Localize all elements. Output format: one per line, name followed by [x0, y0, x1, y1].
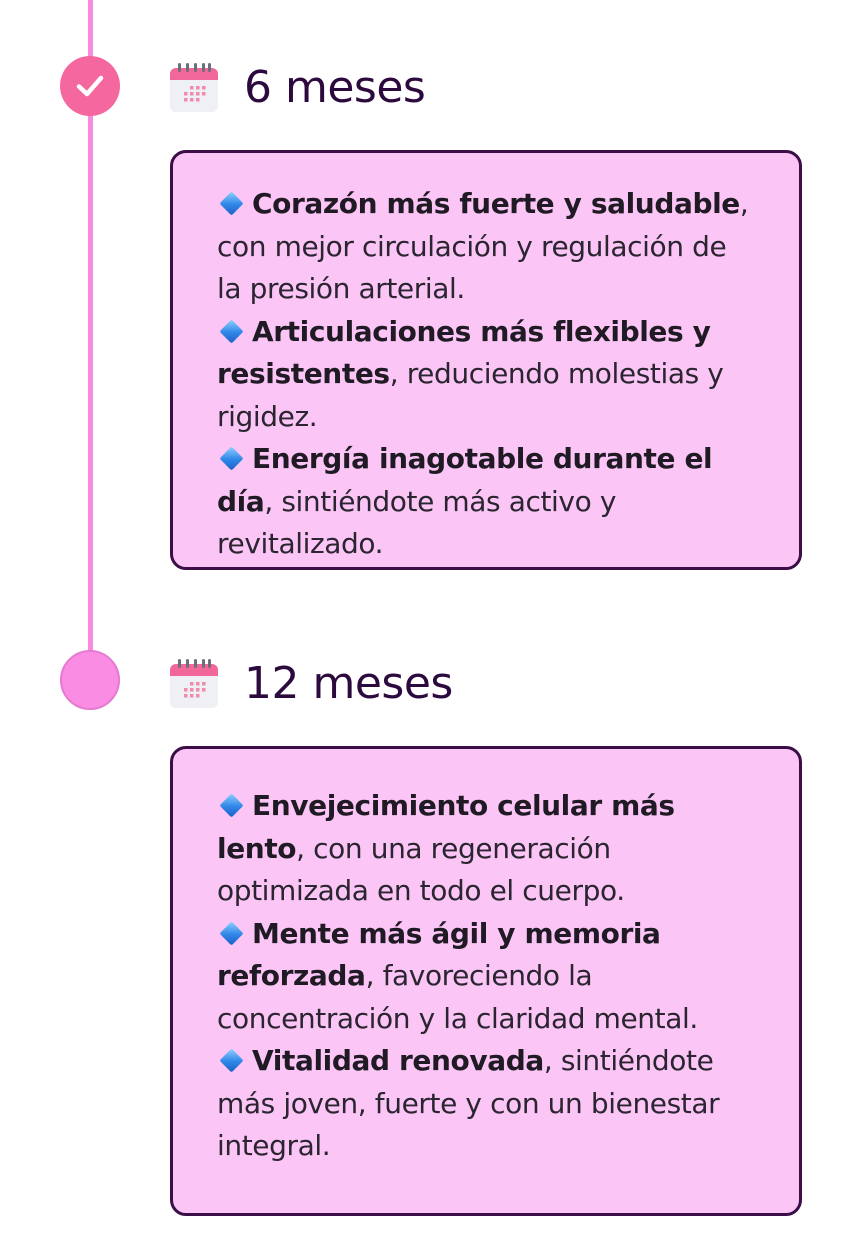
blue-diamond-icon — [219, 921, 243, 945]
blue-diamond-icon — [219, 446, 243, 470]
blue-diamond-icon — [219, 793, 243, 817]
calendar-icon — [168, 658, 220, 710]
benefit-item — [217, 913, 755, 1041]
benefits-card — [170, 746, 802, 1216]
step-heading — [168, 58, 425, 118]
benefit-highlight: Vitalidad renovada — [252, 1044, 544, 1077]
step-title: 6 meses — [244, 62, 426, 113]
completed-step-marker — [60, 56, 120, 116]
blue-diamond-icon — [219, 1048, 243, 1072]
benefit-item — [217, 183, 755, 311]
pending-step-marker — [60, 650, 120, 710]
benefit-highlight: Envejecimiento celular más lento — [217, 789, 675, 865]
benefit-highlight: Corazón más fuerte y saludable — [252, 187, 740, 220]
benefit-highlight: Energía inagotable durante el día — [217, 442, 713, 518]
benefit-item — [217, 438, 755, 566]
benefit-text: , sintiéndote más activo y revitalizado. — [217, 484, 617, 560]
blue-diamond-icon — [219, 191, 243, 215]
benefit-item — [217, 311, 755, 439]
benefit-text: , con mejor circulación y regulación de la presión arterial. — [217, 187, 749, 305]
benefits-card — [170, 150, 802, 570]
blue-diamond-icon — [219, 319, 243, 343]
step-title: 12 meses — [244, 658, 453, 709]
benefit-text: , reduciendo molestias y rigidez. — [217, 357, 724, 433]
check-icon — [75, 74, 105, 98]
benefit-highlight: Articulaciones más flexibles y resistentes — [217, 314, 711, 390]
benefit-item — [217, 785, 755, 913]
benefit-text: , sintiéndote más joven, fuerte y con un bienestar integral. — [217, 1044, 720, 1162]
benefit-text: , favoreciendo la concentración y la claridad mental. — [217, 959, 698, 1035]
step-heading — [168, 654, 453, 714]
benefit-highlight: Mente más ágil y memoria reforzada — [217, 916, 661, 992]
benefit-text: , con una regeneración optimizada en todo el cuerpo. — [217, 831, 625, 907]
benefit-item — [217, 1040, 755, 1168]
calendar-icon — [168, 62, 220, 114]
